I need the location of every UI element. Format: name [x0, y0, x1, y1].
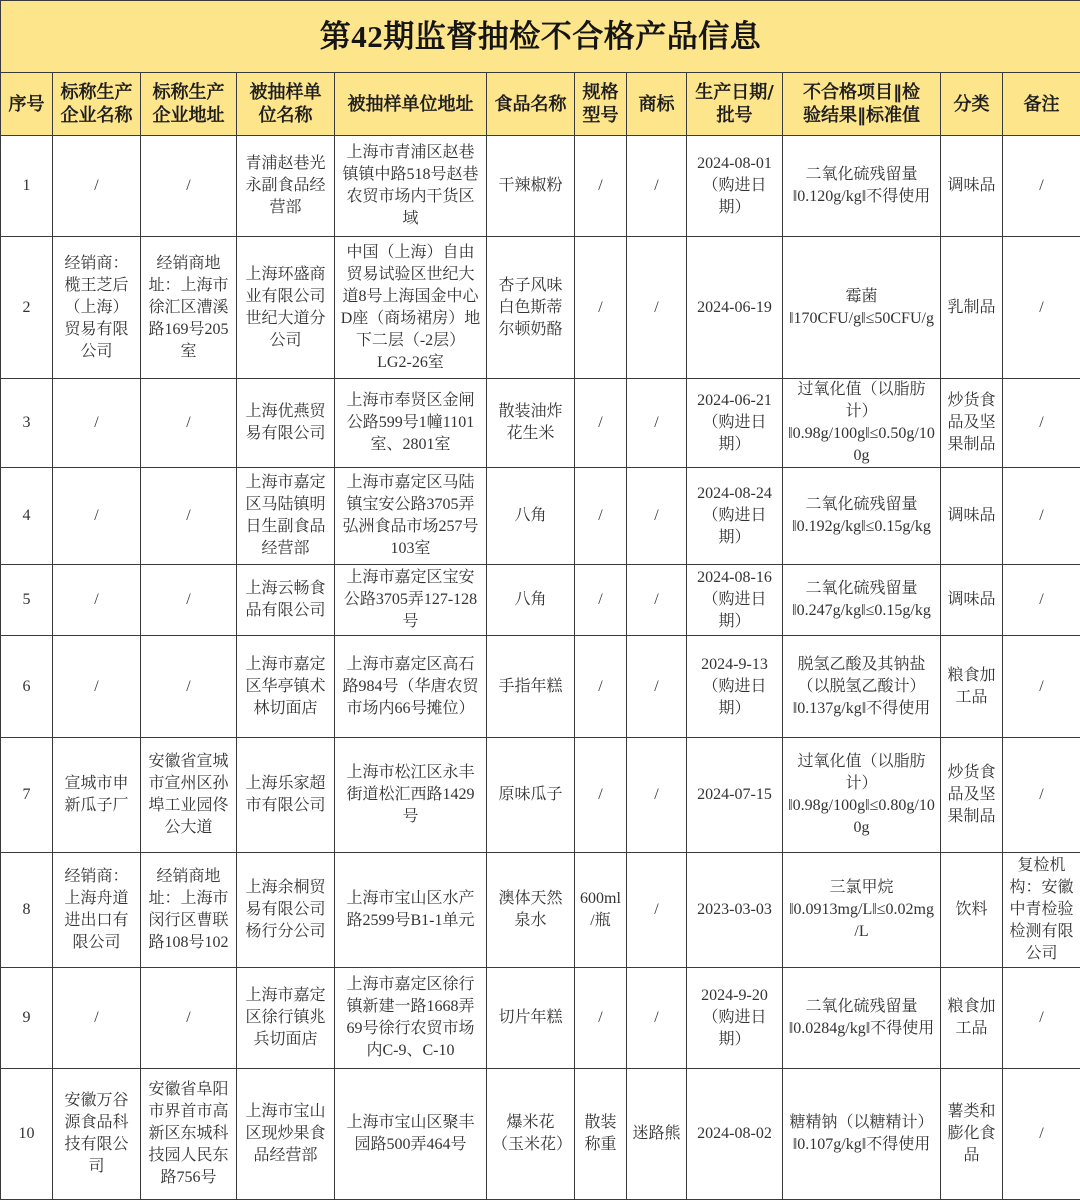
- cell-brand: /: [627, 636, 687, 738]
- header-failed-item: 不合格项目‖检验结果‖标准值: [783, 73, 941, 136]
- cell-sampled-unit: 上海市宝山区现炒果食品经营部: [237, 1069, 335, 1200]
- cell-spec: /: [575, 237, 627, 379]
- cell-sampled-address: 上海市宝山区水产路2599号B1-1单元: [335, 853, 487, 968]
- cell-sampled-unit: 上海优燕贸易有限公司: [237, 379, 335, 468]
- cell-failed-item: 霉菌‖170CFU/g‖≤50CFU/g: [783, 237, 941, 379]
- cell-remark: /: [1003, 379, 1080, 468]
- cell-remark: /: [1003, 237, 1080, 379]
- cell-spec: /: [575, 968, 627, 1069]
- cell-producer-name: 宣城市申新瓜子厂: [53, 738, 141, 853]
- cell-food-name: 手指年糕: [487, 636, 575, 738]
- header-category: 分类: [941, 73, 1003, 136]
- cell-failed-item: 二氧化硫残留量‖0.0284g/kg‖不得使用: [783, 968, 941, 1069]
- cell-spec: 散装称重: [575, 1069, 627, 1200]
- cell-date-batch: 2024-07-15: [687, 738, 783, 853]
- cell-producer-address: /: [141, 468, 237, 565]
- cell-producer-name: /: [53, 379, 141, 468]
- cell-category: 炒货食品及坚果制品: [941, 738, 1003, 853]
- cell-date-batch: 2024-08-01（购进日期）: [687, 136, 783, 237]
- cell-sampled-unit: 上海市嘉定区徐行镇兆兵切面店: [237, 968, 335, 1069]
- cell-seq: 6: [1, 636, 53, 738]
- header-date-batch: 生产日期/批号: [687, 73, 783, 136]
- table-row: [1, 237, 1080, 379]
- cell-food-name: 散装油炸花生米: [487, 379, 575, 468]
- cell-remark: /: [1003, 1069, 1080, 1200]
- cell-sampled-address: 中国（上海）自由贸易试验区世纪大道8号上海国金中心D座（商场裙房）地下二层（-2层）LG2-26室: [335, 237, 487, 379]
- table-row: [1, 565, 1080, 636]
- cell-food-name: 澳体天然泉水: [487, 853, 575, 968]
- cell-remark: 复检机构：安徽中青检验检测有限公司: [1003, 853, 1080, 968]
- cell-category: 粮食加工品: [941, 968, 1003, 1069]
- table-row: [1, 379, 1080, 468]
- cell-date-batch: 2023-03-03: [687, 853, 783, 968]
- cell-spec: /: [575, 468, 627, 565]
- cell-producer-name: /: [53, 968, 141, 1069]
- cell-producer-address: /: [141, 968, 237, 1069]
- cell-brand: /: [627, 565, 687, 636]
- cell-failed-item: 过氧化值（以脂肪计）‖0.98g/100g‖≤0.50g/100g: [783, 379, 941, 468]
- header-row: [1, 73, 1080, 136]
- cell-date-batch: 2024-08-02: [687, 1069, 783, 1200]
- cell-producer-name: /: [53, 636, 141, 738]
- header-seq: 序号: [1, 73, 53, 136]
- cell-failed-item: 糖精钠（以糖精计）‖0.107g/kg‖不得使用: [783, 1069, 941, 1200]
- cell-seq: 5: [1, 565, 53, 636]
- header-sampled-address: 被抽样单位地址: [335, 73, 487, 136]
- cell-brand: /: [627, 738, 687, 853]
- header-brand: 商标: [627, 73, 687, 136]
- cell-spec: /: [575, 565, 627, 636]
- header-remark: 备注: [1003, 73, 1080, 136]
- cell-remark: /: [1003, 738, 1080, 853]
- cell-failed-item: 脱氢乙酸及其钠盐（以脱氢乙酸计）‖0.137g/kg‖不得使用: [783, 636, 941, 738]
- header-spec: 规格型号: [575, 73, 627, 136]
- cell-sampled-address: 上海市嘉定区徐行镇新建一路1668弄69号徐行农贸市场内C-9、C-10: [335, 968, 487, 1069]
- cell-producer-address: 经销商地址：上海市闵行区曹联路108号102: [141, 853, 237, 968]
- cell-failed-item: 二氧化硫残留量‖0.120g/kg‖不得使用: [783, 136, 941, 237]
- cell-food-name: 杏子风味白色斯蒂尔顿奶酪: [487, 237, 575, 379]
- cell-category: 调味品: [941, 136, 1003, 237]
- cell-date-batch: 2024-06-21（购进日期）: [687, 379, 783, 468]
- cell-category: 乳制品: [941, 237, 1003, 379]
- table-row: [1, 1069, 1080, 1200]
- cell-failed-item: 二氧化硫残留量‖0.192g/kg‖≤0.15g/kg: [783, 468, 941, 565]
- cell-producer-address: 经销商地址：上海市徐汇区漕溪路169号205室: [141, 237, 237, 379]
- cell-seq: 4: [1, 468, 53, 565]
- cell-sampled-unit: 上海环盛商业有限公司世纪大道分公司: [237, 237, 335, 379]
- table-row: [1, 738, 1080, 853]
- cell-food-name: 切片年糕: [487, 968, 575, 1069]
- cell-producer-name: /: [53, 565, 141, 636]
- cell-food-name: 八角: [487, 468, 575, 565]
- header-producer-name: 标称生产企业名称: [53, 73, 141, 136]
- cell-failed-item: 三氯甲烷‖0.0913mg/L‖≤0.02mg/L: [783, 853, 941, 968]
- cell-food-name: 干辣椒粉: [487, 136, 575, 237]
- header-sampled-unit: 被抽样单位名称: [237, 73, 335, 136]
- cell-producer-name: 经销商：上海舟道进出口有限公司: [53, 853, 141, 968]
- cell-seq: 7: [1, 738, 53, 853]
- cell-sampled-unit: 上海市嘉定区马陆镇明日生副食品经营部: [237, 468, 335, 565]
- cell-brand: /: [627, 853, 687, 968]
- cell-sampled-unit: 上海市嘉定区华亭镇术林切面店: [237, 636, 335, 738]
- cell-category: 粮食加工品: [941, 636, 1003, 738]
- table-row: [1, 136, 1080, 237]
- cell-category: 炒货食品及坚果制品: [941, 379, 1003, 468]
- cell-sampled-address: 上海市松江区永丰街道松汇西路1429号: [335, 738, 487, 853]
- cell-sampled-address: 上海市宝山区聚丰园路500弄464号: [335, 1069, 487, 1200]
- table-row: [1, 468, 1080, 565]
- cell-producer-address: 安徽省宣城市宣州区孙埠工业园佟公大道: [141, 738, 237, 853]
- cell-sampled-unit: 青浦赵巷光永副食品经营部: [237, 136, 335, 237]
- header-producer-address: 标称生产企业地址: [141, 73, 237, 136]
- cell-sampled-address: 上海市嘉定区马陆镇宝安公路3705弄弘洲食品市场257号103室: [335, 468, 487, 565]
- cell-date-batch: 2024-9-13（购进日期）: [687, 636, 783, 738]
- cell-producer-address: /: [141, 636, 237, 738]
- cell-brand: /: [627, 468, 687, 565]
- cell-failed-item: 过氧化值（以脂肪计）‖0.98g/100g‖≤0.80g/100g: [783, 738, 941, 853]
- cell-producer-address: /: [141, 379, 237, 468]
- cell-sampled-unit: 上海余桐贸易有限公司杨行分公司: [237, 853, 335, 968]
- cell-spec: /: [575, 636, 627, 738]
- cell-remark: /: [1003, 636, 1080, 738]
- cell-sampled-unit: 上海乐家超市有限公司: [237, 738, 335, 853]
- cell-food-name: 原味瓜子: [487, 738, 575, 853]
- cell-producer-address: /: [141, 565, 237, 636]
- cell-sampled-address: 上海市青浦区赵巷镇镇中路518号赵巷农贸市场内干货区域: [335, 136, 487, 237]
- cell-remark: /: [1003, 136, 1080, 237]
- cell-remark: /: [1003, 968, 1080, 1069]
- cell-category: 薯类和膨化食品: [941, 1069, 1003, 1200]
- cell-date-batch: 2024-08-24（购进日期）: [687, 468, 783, 565]
- page-title: 第42期监督抽检不合格产品信息: [1, 1, 1080, 73]
- cell-failed-item: 二氧化硫残留量‖0.247g/kg‖≤0.15g/kg: [783, 565, 941, 636]
- table-row: [1, 968, 1080, 1069]
- cell-brand: /: [627, 968, 687, 1069]
- cell-producer-name: /: [53, 136, 141, 237]
- cell-spec: 600ml/瓶: [575, 853, 627, 968]
- cell-producer-name: /: [53, 468, 141, 565]
- cell-brand: 迷路熊: [627, 1069, 687, 1200]
- cell-sampled-address: 上海市嘉定区宝安公路3705弄127-128号: [335, 565, 487, 636]
- cell-date-batch: 2024-06-19: [687, 237, 783, 379]
- header-food-name: 食品名称: [487, 73, 575, 136]
- cell-remark: /: [1003, 468, 1080, 565]
- cell-date-batch: 2024-9-20（购进日期）: [687, 968, 783, 1069]
- cell-brand: /: [627, 237, 687, 379]
- cell-category: 饮料: [941, 853, 1003, 968]
- cell-producer-name: 经销商：榄王芝后（上海）贸易有限公司: [53, 237, 141, 379]
- cell-brand: /: [627, 379, 687, 468]
- cell-producer-address: 安徽省阜阳市界首市高新区东城科技园人民东路756号: [141, 1069, 237, 1200]
- cell-date-batch: 2024-08-16（购进日期）: [687, 565, 783, 636]
- table-row: [1, 853, 1080, 968]
- cell-category: 调味品: [941, 565, 1003, 636]
- title-row: [1, 1, 1080, 73]
- cell-sampled-unit: 上海云畅食品有限公司: [237, 565, 335, 636]
- cell-sampled-address: 上海市嘉定区高石路984号（华唐农贸市场内66号摊位）: [335, 636, 487, 738]
- cell-category: 调味品: [941, 468, 1003, 565]
- cell-producer-name: 安徽万谷源食品科技有限公司: [53, 1069, 141, 1200]
- cell-spec: /: [575, 379, 627, 468]
- cell-seq: 9: [1, 968, 53, 1069]
- cell-brand: /: [627, 136, 687, 237]
- cell-seq: 8: [1, 853, 53, 968]
- cell-food-name: 爆米花（玉米花）: [487, 1069, 575, 1200]
- cell-seq: 3: [1, 379, 53, 468]
- cell-producer-address: /: [141, 136, 237, 237]
- cell-seq: 10: [1, 1069, 53, 1200]
- cell-spec: /: [575, 136, 627, 237]
- cell-seq: 2: [1, 237, 53, 379]
- cell-sampled-address: 上海市奉贤区金闸公路599号1幢1101室、2801室: [335, 379, 487, 468]
- table-row: [1, 636, 1080, 738]
- cell-spec: /: [575, 738, 627, 853]
- cell-food-name: 八角: [487, 565, 575, 636]
- cell-seq: 1: [1, 136, 53, 237]
- cell-remark: /: [1003, 565, 1080, 636]
